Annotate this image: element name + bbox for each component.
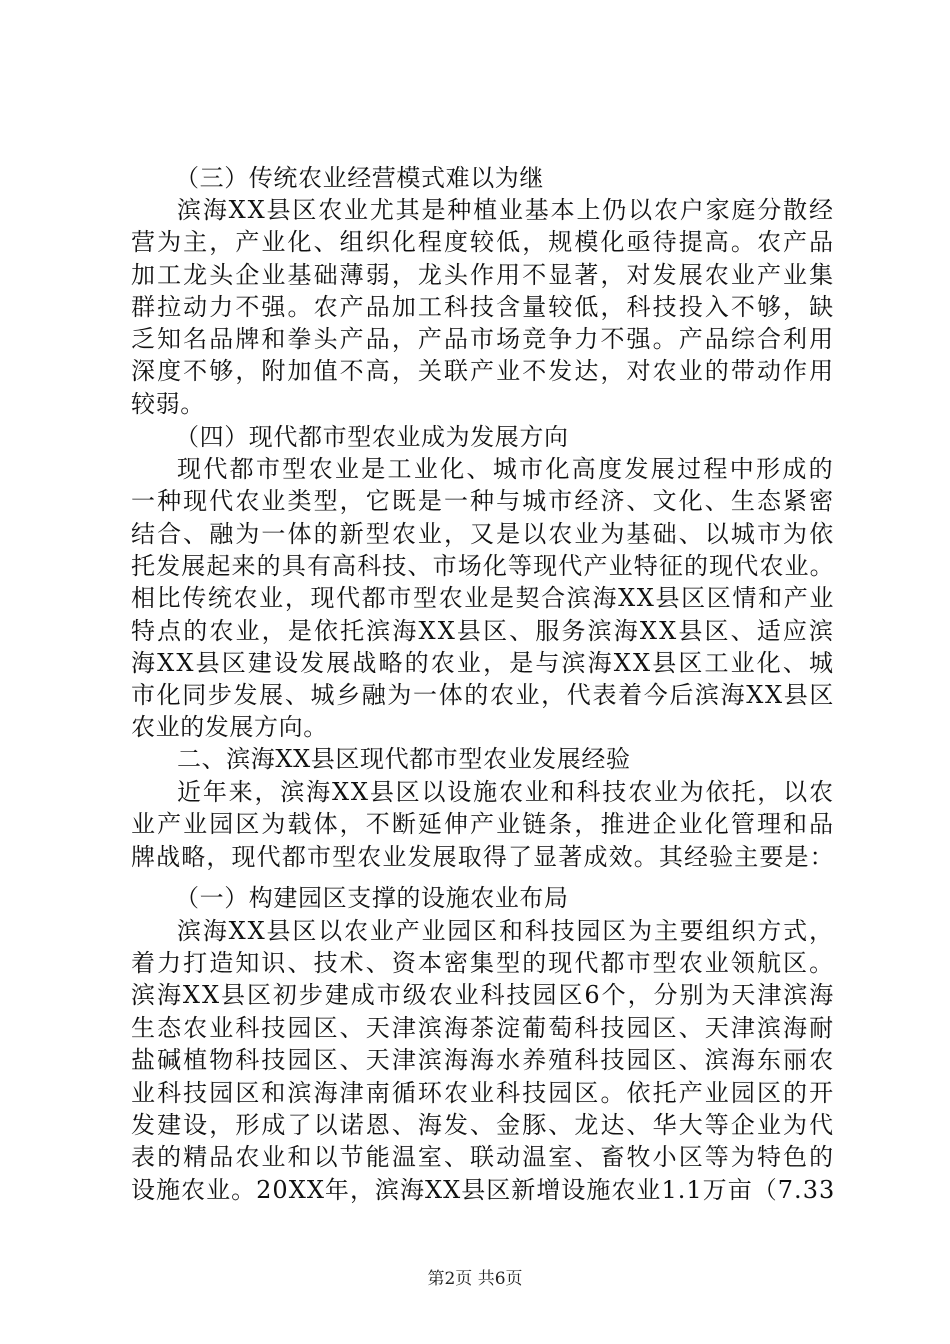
paragraph-line: 滨海XX县区初步建成市级农业科技园区6个，分别为天津滨海 [131,981,836,1009]
page-number-footer: 第2页 共6页 [427,1269,523,1289]
subheading-one: （一）构建园区支撑的设施农业布局 [175,884,569,912]
subheading-three: （三）传统农业经营模式难以为继 [175,164,544,192]
paragraph-line: 海XX县区建设发展战略的农业，是与滨海XX县区工业化、城 [131,649,836,677]
paragraph-line: 盐碱植物科技园区、天津滨海海水养殖科技园区、滨海东丽农 [131,1046,836,1074]
paragraph-line: 一种现代农业类型，它既是一种与城市经济、文化、生态紧密 [131,487,836,515]
paragraph-line: 乏知名品牌和拳头产品，产品市场竞争力不强。产品综合利用 [131,325,836,353]
paragraph-line: 牌战略，现代都市型农业发展取得了显著成效。其经验主要是： [131,843,835,871]
subheading-four: （四）现代都市型农业成为发展方向 [175,423,569,451]
paragraph-line: 农业的发展方向。 [131,713,328,741]
paragraph-line: 着力打造知识、技术、资本密集型的现代都市型农业领航区。 [131,949,836,977]
paragraph-line: 滨海XX县区以农业产业园区和科技园区为主要组织方式， [177,917,835,945]
paragraph-line: 较弱。 [131,390,205,418]
paragraph-line: 设施农业。20XX年，滨海XX县区新增设施农业1.1万亩（7.33 [131,1176,836,1204]
paragraph-line: 现代都市型农业是工业化、城市化高度发展过程中形成的 [177,455,835,483]
paragraph-line: 托发展起来的具有高科技、市场化等现代产业特征的现代农业。 [131,552,835,580]
paragraph-line: 市化同步发展、城乡融为一体的农业，代表着今后滨海XX县区 [131,681,835,709]
paragraph-line: 结合、融为一体的新型农业，又是以农业为基础、以城市为依 [131,520,836,548]
paragraph-line: 群拉动力不强。农产品加工科技含量较低，科技投入不够，缺 [131,293,836,321]
paragraph-line: 营为主，产业化、组织化程度较低，规模化亟待提高。农产品 [131,228,836,256]
paragraph-line: 加工龙头企业基础薄弱，龙头作用不显著，对发展农业产业集 [131,261,836,289]
paragraph-line: 近年来，滨海XX县区以设施农业和科技农业为依托，以农 [177,778,835,806]
paragraph-line: 深度不够，附加值不高，关联产业不发达，对农业的带动作用 [131,357,836,385]
paragraph-line: 业产业园区为载体，不断延伸产业链条，推进企业化管理和品 [131,810,836,838]
paragraph-line: 生态农业科技园区、天津滨海茶淀葡萄科技园区、天津滨海耐 [131,1014,836,1042]
paragraph-line: 表的精品农业和以节能温室、联动温室、畜牧小区等为特色的 [131,1143,836,1171]
section-heading-two: 二、滨海XX县区现代都市型农业发展经验 [177,745,631,773]
paragraph-line: 特点的农业，是依托滨海XX县区、服务滨海XX县区、适应滨 [131,617,836,645]
paragraph-line: 相比传统农业，现代都市型农业是契合滨海XX县区区情和产业 [131,584,835,612]
paragraph-line: 滨海XX县区农业尤其是种植业基本上仍以农户家庭分散经 [177,196,835,224]
paragraph-line: 发建设，形成了以诺恩、海发、金豚、龙达、华大等企业为代 [131,1111,836,1139]
paragraph-line: 业科技园区和滨海津南循环农业科技园区。依托产业园区的开 [131,1079,836,1107]
